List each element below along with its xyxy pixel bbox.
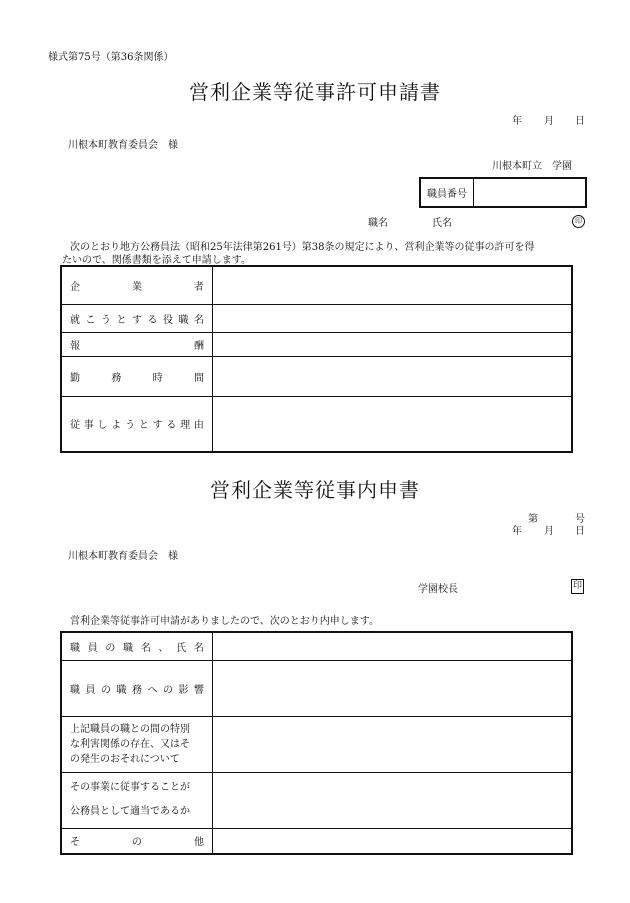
row-label-text: 勤 務 時 間 xyxy=(70,372,204,384)
table-row xyxy=(61,828,572,854)
table-row xyxy=(61,396,572,452)
row-label-line: な利害関係の存在、又はそ xyxy=(70,738,190,750)
row-label-text: 職 員 の 職 務 へ の 影 響 xyxy=(70,684,204,696)
report-addressee: 川根本町教育委員会 様 xyxy=(68,551,178,562)
table-row xyxy=(61,266,572,304)
row-value-position[interactable] xyxy=(213,304,573,332)
row-value-appropriateness[interactable] xyxy=(213,772,573,828)
row-label-text: 就 こ う と す る 役 職 名 xyxy=(70,314,204,326)
employee-number-box xyxy=(419,177,587,208)
row-label-line: 公務員として適当であるか xyxy=(70,806,190,817)
row-label-salary xyxy=(61,332,213,356)
row-value-salary[interactable] xyxy=(213,332,573,356)
date-day-label: 日 xyxy=(575,116,585,127)
row-label-company xyxy=(61,266,213,304)
table-row xyxy=(61,660,572,716)
principal-label: 学園校長 xyxy=(418,584,458,595)
report-table xyxy=(60,631,573,855)
application-addressee: 川根本町教育委員会 様 xyxy=(68,140,178,151)
report-number-prefix: 第 xyxy=(528,514,538,525)
row-label-text: 報 酬 xyxy=(70,340,204,352)
row-label-hours xyxy=(61,356,213,396)
report-title: 営利企業等従事内申書 xyxy=(210,478,420,502)
employee-number-input[interactable] xyxy=(474,179,585,206)
row-label-reason xyxy=(61,396,213,452)
row-label-impact xyxy=(61,660,213,716)
row-value-other[interactable] xyxy=(213,828,573,854)
row-label-other xyxy=(61,828,213,854)
report-date-year-label: 年 xyxy=(512,526,522,537)
row-label-line: 上記職員の職との間の特別 xyxy=(70,723,190,735)
row-label-line: その事業に従事することが xyxy=(70,782,190,793)
row-label-text: 企 業 者 xyxy=(70,281,204,293)
table-row xyxy=(61,356,572,396)
row-label-text: そ の 他 xyxy=(70,837,204,849)
report-date-day-label: 日 xyxy=(575,526,585,537)
application-title: 営利企業等従事許可申請書 xyxy=(189,80,441,104)
row-value-impact[interactable] xyxy=(213,660,573,716)
employee-number-label: 職員番号 xyxy=(421,179,474,206)
form-number: 様式第75号（第36条関係） xyxy=(48,52,174,63)
report-statement: 営利企業等従事許可申請がありましたので、次のとおり内申します。 xyxy=(70,616,379,627)
row-value-hours[interactable] xyxy=(213,356,573,396)
name-label: 氏名 xyxy=(432,218,452,229)
row-label-position xyxy=(61,304,213,332)
table-row xyxy=(61,772,572,828)
row-label-text: 職 員 の 職 名 、 氏 名 xyxy=(70,642,204,654)
row-label-text: 従 事 し よ う と す る 理 由 xyxy=(70,420,204,432)
table-row xyxy=(61,632,572,660)
table-row xyxy=(61,304,572,332)
seal-mark: 印 xyxy=(572,215,585,228)
principal-seal: 印 xyxy=(571,579,584,594)
row-label-conflict xyxy=(61,716,213,772)
table-row xyxy=(61,332,572,356)
report-date-month-label: 月 xyxy=(544,526,554,537)
row-value-company[interactable] xyxy=(213,266,573,304)
date-month-label: 月 xyxy=(544,116,554,127)
row-value-reason[interactable] xyxy=(213,396,573,452)
row-label-name xyxy=(61,632,213,660)
row-label-line: の発生のおそれについて xyxy=(70,753,180,765)
position-label: 職名 xyxy=(368,218,388,229)
application-statement-line2: たいので、関係書類を添えて申請します。 xyxy=(62,255,251,266)
row-label-appropriateness xyxy=(61,772,213,828)
school-name: 川根本町立 学園 xyxy=(492,161,572,172)
application-statement-line1: 次のとおり地方公務員法（昭和25年法律第261号）第38条の規定により、営利企業等の従事の許可を得 xyxy=(70,242,535,253)
report-number-suffix: 号 xyxy=(575,514,585,525)
table-row xyxy=(61,716,572,772)
date-year-label: 年 xyxy=(512,116,522,127)
application-table xyxy=(60,265,573,453)
row-value-conflict[interactable] xyxy=(213,716,573,772)
row-value-name[interactable] xyxy=(213,632,573,660)
